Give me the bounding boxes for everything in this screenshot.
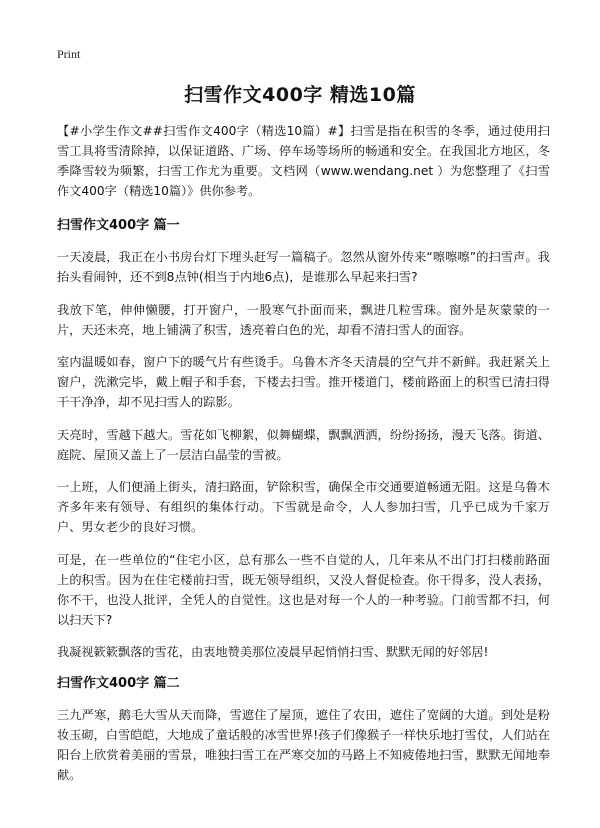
section-heading: 扫雪作文400字 篇二 — [57, 675, 180, 691]
paragraph: 室内温暖如春，窗户下的暖气片有些烫手。乌鲁木齐冬天清晨的空气并不新鲜。我赶紧关上窗户，洗漱完毕，戴上帽子和手套，下楼去扫雪。推开楼道门，楼前路面上的积雪已清扫得干干净净，却不见扫雪人的踪影。 — [57, 355, 550, 409]
paragraph: 三九严寒，鹅毛大雪从天而降，雪遮住了屋顶，遮住了农田，遮住了宽阔的大道。到处是粉妆玉砌，白雪皑皑，大地成了童话般的冰雪世界!孩子们像猴子一样快乐地打雪仗，人们站在阳台上欣赏着美丽的雪景，唯独扫雪工在严寒交加的马路上不知疲倦地扫雪，默默无闻地奉献。 — [57, 707, 550, 782]
intro-paragraph: 【#小学生作文##扫雪作文400字（精选10篇）#】扫雪是指在积雪的冬季，通过使用扫雪工具将雪清除掉，以保证道路、广场、停车场等场所的畅通和安全。在我国北方地区，冬季降雪较为频繁，扫雪工作尤为重要。文档网（www.wendang.net ）为您整理了《扫雪作文400字（精选10篇）》供你参考。 — [57, 124, 550, 198]
paragraph: 可是，在一些单位的“住宅小区，总有那么一些不自觉的人，几年来从不出门打扫楼前路面上的积雪。因为在住宅楼前扫雪，既无领导组织，又没人督促检查。你干得多，没人表扬，你不干，也没人批评，全凭人的自觉性。这也是对每一个人的一种考验。门前雪都不扫，何以扫天下? — [57, 552, 550, 627]
section-heading: 扫雪作文400字 篇一 — [57, 218, 180, 233]
print-link[interactable]: Print — [57, 47, 81, 61]
paragraph: 我凝视簌簌飘落的雪花，由衷地赞美那位凌晨早起悄悄扫雪、默默无闻的好邻居! — [57, 645, 489, 659]
paragraph: 一上班，人们便涌上街头，清扫路面，铲除积雪，确保全市交通要道畅通无阻。这是乌鲁木齐多年来有领导、有组织的集体行动。下雪就是命令，人人参加扫雪，几乎已成为千家万户、男女老少的良好习惯。 — [57, 480, 550, 534]
paragraph: 一天凌晨，我正在小书房台灯下埋头赶写一篇稿子。忽然从窗外传来“嚓嚓嚓”的扫雪声。我抬头看闹钟，还不到8点钟(相当于内地6点)，是谁那么早起来扫雪? — [57, 250, 550, 284]
paragraph: 天亮时，雪越下越大。雪花如飞柳絮，似舞蝴蝶，飘飘洒洒，纷纷扬扬，漫天飞落。街道、庭院、屋顶又盖上了一层洁白晶莹的雪被。 — [57, 427, 550, 462]
page-title: 扫雪作文400字 精选10篇 — [184, 84, 416, 106]
paragraph: 我放下笔，伸伸懒腰，打开窗户，一股寒气扑面而来，飘进几粒雪珠。窗外是灰蒙蒙的一片，天还未亮，地上铺满了积雪，透亮着白色的光，却看不清扫雪人的面容。 — [57, 302, 550, 337]
article-body — [57, 121, 550, 797]
